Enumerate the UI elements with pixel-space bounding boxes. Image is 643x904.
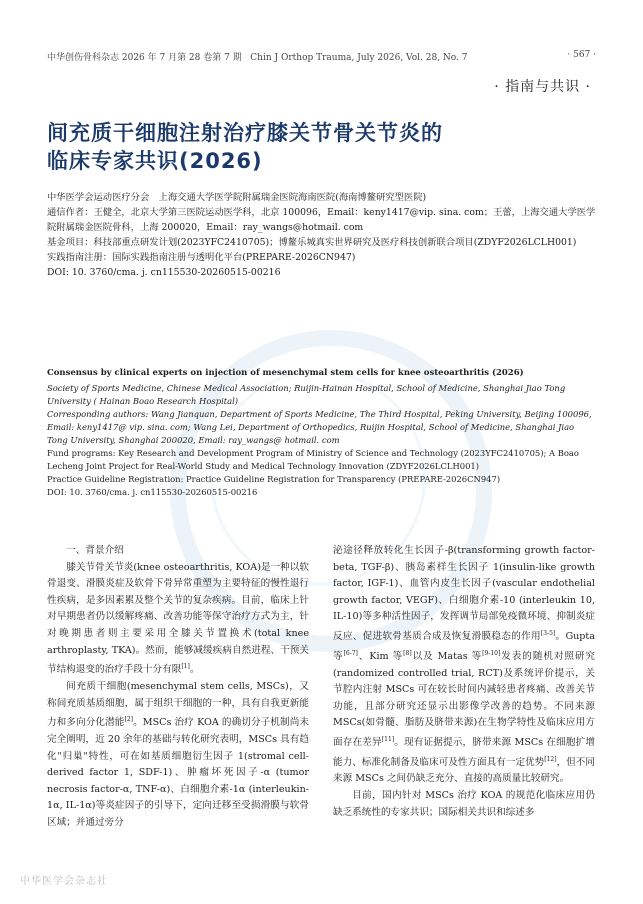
paragraph: 目前，国内针对 MSCs 治疗 KOA 的规范化临床应用仍缺乏系统性的专家共识；国际相关共识和综述多 [333,790,595,818]
article-title [47,119,443,175]
english-orgs: Society of Sports Medicine, Chinese Medical Association; Ruijin-Hainan Hospital, School of Medicine, Shanghai Jiao Tong University ( Hainan Boao Research Hospital) [47,383,566,406]
title-line-1: 间充质干细胞注射治疗膝关节骨关节炎的 [47,121,443,145]
fund-programs: 基金项目：科技部重点研发计划(2023YFC2410705)；博鳌乐城真实世界研究及医疗科技创新联合项目(ZDYF2026LCLH001) [47,237,577,248]
journal-cn: 中华创伤骨科杂志 2026 年 7 月第 28 卷第 7 期 [47,53,242,63]
chinese-meta [47,190,596,280]
page-number: · 567 · [567,50,596,60]
running-header [47,50,596,63]
paragraph: 间充质干细胞(mesenchymal stem cells, MSCs)，又称间充质基质细胞，属于组织干细胞的一种，具有自我更新能力和多向分化潜能[2]。MSCs 治疗 KOA 的确切分子机制尚未完全阐明，近 20 余年的基础与转化研究表明，MSCs 具有趋化"归巢"特性，可在如基质细胞衍生因子 1(stromal cell-derived factor 1, SDF-1)、肿瘤坏死因子-α (tumor necrosis factor-α, TNF-α)、白细胞介素-1α (interleukin-1α, IL-1α)等炎症因子的引导下，定向迁移至受损滑膜与软骨区域；并通过旁分 [47,680,309,828]
author-org: 中华医学会运动医疗分会 上海交通大学医学院附属瑞金医院海南医院(海南博鳌研究型医院) [47,192,427,203]
section-label: · 指南与共识 · [494,79,591,95]
english-fund: Fund programs: Key Research and Development Program of Ministry of Science and Technology (2023YFC2410705); A Boao Lecheng Joint Project for Real-World Study and Medical Technology Innovation (ZDYF2026LCLH001) [47,448,579,471]
paragraph: 膝关节骨关节炎(knee osteoarthritis, KOA)是一种以软骨退变、滑膜炎症及软骨下骨异常重塑为主要特征的慢性退行性疾病，是多因素累及整个关节的复杂疾病。目前，临床上针对早期患者仍以缓解疼痛、改善功能等保守治疗方式为主，针对晚期患者则主要采用全膝关节置换术(total knee arthroplasty, TKA)。然而，能够减缓疾病自然进程、干预关节结构退变的治疗手段十分有限[1]。 [47,561,309,676]
english-doi: DOI: 10. 3760/cma. j. cn115530-20260515-00216 [47,487,258,497]
english-registration: Practice Guideline Registration: Practice Guideline Registration for Transparency (PREPARE-2026CN947) [47,474,501,484]
english-title: Consensus by clinical experts on injection of mesenchymal stem cells for knee osteoarthritis (2026) [47,368,524,378]
english-corresponding: Corresponding authors: Wang Jianquan, Department of Sports Medicine, The Third Hospital, Peking University, Beijing 100096, Email: keny1417@ vip. sina. com; Wang Lei, Department of Orthopedics, Ruijin Hospital, School of Medicine, Shanghai Jiao Tong University, Shanghai 200020, Email: ray_wangs@ hotmail. com [47,409,592,445]
publisher-logo: 中华医学会杂志社 [20,876,108,887]
right-column [333,543,595,821]
doi: DOI: 10. 3760/cma. j. cn115530-20260515-00216 [47,267,281,278]
paragraph: 泌途径释放转化生长因子-β(transforming growth factor-beta, TGF-β)、胰岛素样生长因子 1(insulin-like growth factor, IGF-1)、血管内皮生长因子(vascular endothelial growth factor, VEGF)、白细胞介素-10 (interleukin 10, IL-10)等多种活性因子，发挥调节局部免疫微环境、抑制炎症反应、促进软骨基质合成及恢复滑膜稳态的作用[3-5]。Gupta 等[6-7]、Kim 等[8]以及 Matas 等[9-10]发表的随机对照研究(randomized controlled trial, RCT)及系统评价提示，关节腔内注射 MSCs 可在较长时间内减轻患者疼痛、改善关节功能，且部分研究还显示出影像学改善的趋势。不同来源 MSCs(如骨髓、脂肪及脐带来源)在生物学特性及临床应用方面存在差异[11]。现有证据提示，脐带来源 MSCs 在细胞扩增能力、标准化制备及临床可及性方面具有一定优势[12]，但不同来源 MSCs 之间仍缺乏充分、直接的高质量比较研究。 [333,545,596,785]
left-column [47,543,309,831]
corresponding-authors: 通信作者：王健全，北京大学第三医院运动医学科，北京 100096，Email：keny1417@vip. sina. com；王蕾，上海交通大学医学院附属瑞金医院骨科，上海 200020，Email：ray_wangs@hotmail. com [47,207,596,233]
journal-en: Chin J Orthop Trauma, July 2026, Vol. 28, No. 7 [250,53,468,63]
guideline-registration: 实践指南注册：国际实践指南注册与透明化平台(PREPARE-2026CN947) [47,252,356,263]
section-heading: 一、背景介绍 [66,545,124,556]
english-meta [47,367,596,499]
title-line-2: 临床专家共识(2026) [47,149,263,173]
